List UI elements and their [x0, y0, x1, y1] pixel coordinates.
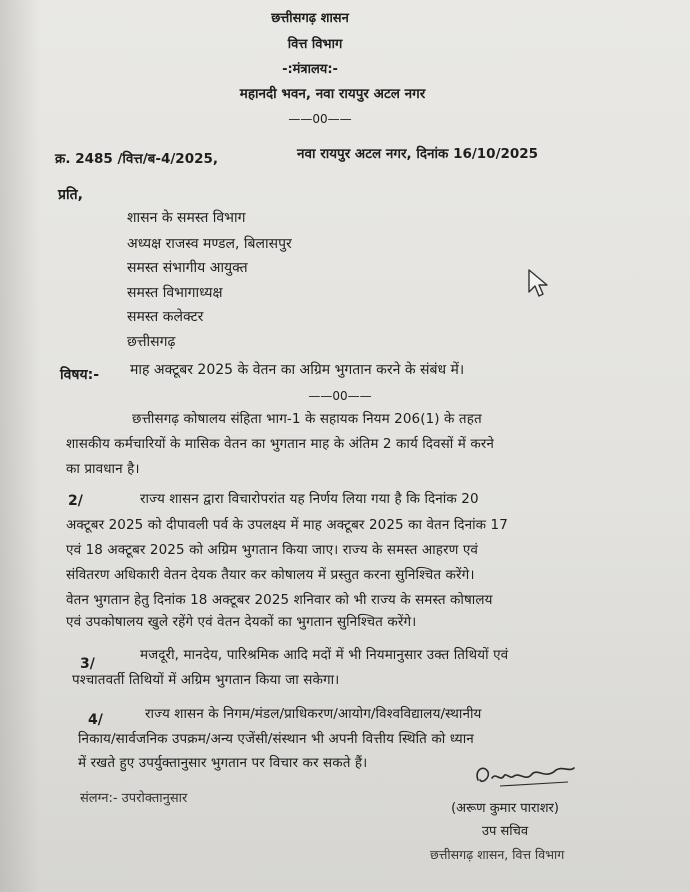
govt-name: छत्तीसगढ़ शासन: [271, 11, 349, 26]
para1-line: छत्तीसगढ़ कोषालय संहिता भाग-1 के सहायक नियम 206(1) के तहत: [132, 411, 482, 427]
para4-number: 4/: [88, 712, 103, 728]
para2-line: एवं 18 अक्टूबर 2025 को अग्रिम भुगतान किया जाए। राज्य के समस्त आहरण एवं: [66, 542, 479, 558]
recipient-item: अध्यक्ष राजस्व मण्डल, बिलासपुर: [127, 236, 292, 252]
subject-label: विषय:-: [60, 367, 100, 383]
subject-divider: ——00——: [308, 389, 372, 403]
recipient-item: समस्त विभागाध्यक्ष: [127, 285, 223, 301]
recipient-item: समस्त कलेक्टर: [127, 309, 204, 325]
para2-number: 2/: [68, 493, 83, 509]
signature-image: [470, 758, 580, 798]
department-name: वित्त विभाग: [287, 37, 343, 52]
recipient-item: समस्त संभागीय आयुक्त: [127, 260, 248, 276]
signatory-office: छत्तीसगढ़ शासन, वित्त विभाग: [430, 847, 565, 862]
para4-line: में रखते हुए उपर्युक्तानुसार भुगतान पर विचार कर सकते हैं।: [78, 755, 368, 771]
para4-line: निकाय/सार्वजनिक उपक्रम/अन्य एजेंसी/संस्थान भी अपनी वित्तीय स्थिति को ध्यान: [78, 731, 474, 747]
para2-line: राज्य शासन द्वारा विचारोपरांत यह निर्णय लिया गया है कि दिनांक 20: [140, 491, 479, 507]
subject-text: माह अक्टूबर 2025 के वेतन का अग्रिम भुगतान करने के संबंध में।: [130, 362, 465, 378]
signatory-name: (अरूण कुमार पाराशर): [451, 801, 559, 816]
mouse-pointer-icon: [527, 268, 549, 300]
para2-line: वेतन भुगतान हेतु दिनांक 18 अक्टूबर 2025 शनिवार को भी राज्य के समस्त कोषालय: [66, 592, 493, 608]
page-shadow: [0, 0, 40, 892]
para1-line: का प्रावधान है।: [66, 461, 140, 477]
para4-line: राज्य शासन के निगम/मंडल/प्राधिकरण/आयोग/विश्वविद्यालय/स्थानीय: [145, 706, 482, 722]
enclosure-note: संलग्न:- उपरोक्तानुसार: [80, 791, 188, 806]
para2-line: संवितरण अधिकारी वेतन देयक तैयार कर कोषालय में प्रस्तुत करना सुनिश्चित करेंगे।: [66, 567, 475, 583]
reference-number: क्र. 2485 /वित्त/ब-4/2025,: [55, 151, 218, 167]
office-address: महानदी भवन, नवा रायपुर अटल नगर: [239, 86, 426, 102]
para3-line: मजदूरी, मानदेय, पारिश्रमिक आदि मदों में भी नियमानुसार उक्त तिथियों एवं: [140, 647, 509, 663]
para3-line: पश्चातवर्ती तिथियों में अग्रिम भुगतान किया जा सकेगा।: [72, 672, 340, 688]
to-label: प्रति,: [58, 187, 83, 203]
para1-line: शासकीय कर्मचारियों के मासिक वेतन का भुगतान माह के अंतिम 2 कार्य दिवसों में करने: [66, 436, 495, 452]
place-and-date: नवा रायपुर अटल नगर, दिनांक 16/10/2025: [297, 146, 539, 162]
recipient-item: छत्तीसगढ़: [127, 334, 176, 350]
signatory-designation: उप सचिव: [481, 824, 529, 839]
mantralaya-label: -:मंत्रालय:-: [282, 62, 338, 77]
para3-number: 3/: [80, 656, 95, 672]
header-divider: ——00——: [288, 112, 352, 126]
para2-line: अक्टूबर 2025 को दीपावली पर्व के उपलक्ष्य में माह अक्टूबर 2025 का वेतन दिनांक 17: [66, 517, 508, 533]
recipient-item: शासन के समस्त विभाग: [127, 210, 246, 226]
para2-line: एवं उपकोषालय खुले रहेंगे एवं वेतन देयकों का भुगतान सुनिश्चित करेंगे।: [66, 614, 417, 630]
